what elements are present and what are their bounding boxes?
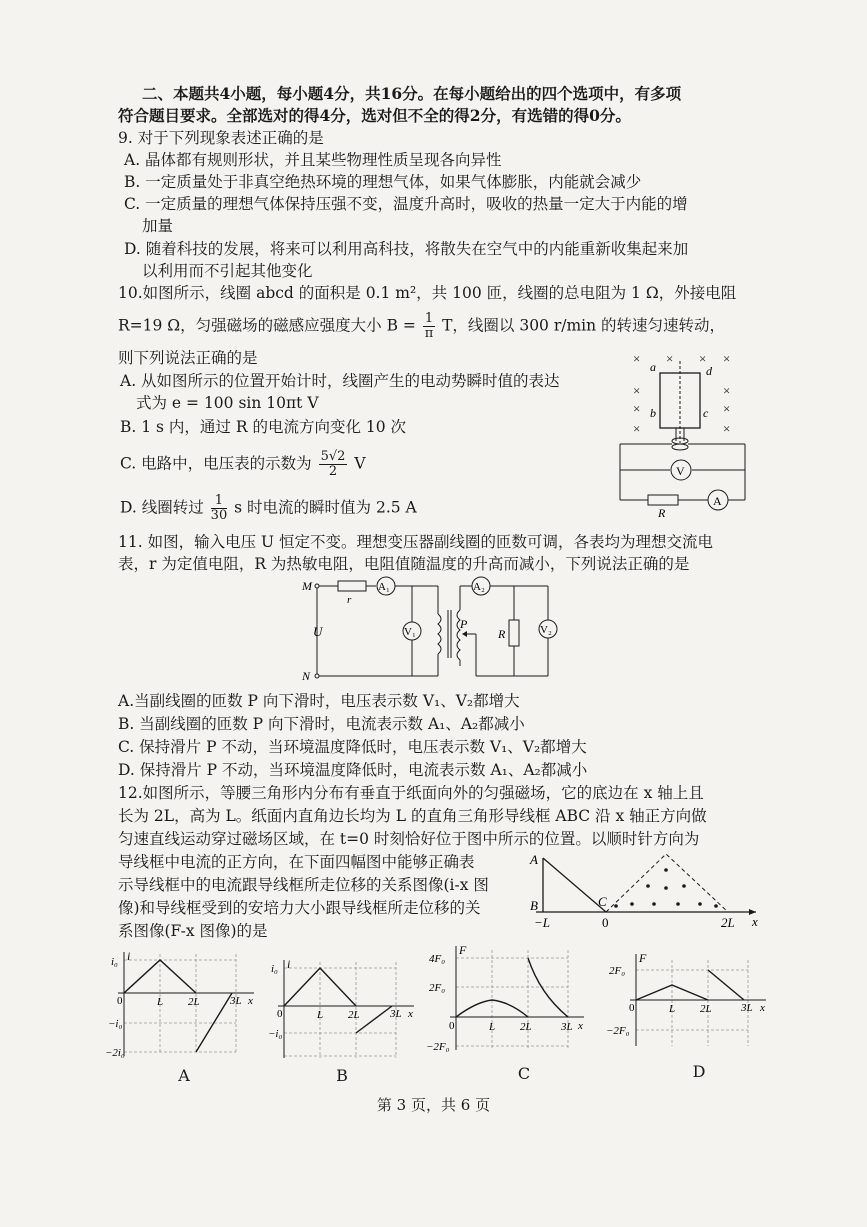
svg-text:0: 0 xyxy=(277,1008,283,1020)
vertex-b: B xyxy=(530,898,538,913)
svg-text:×: × xyxy=(666,351,674,366)
svg-text:3L: 3L xyxy=(561,1021,573,1033)
svg-text:3L: 3L xyxy=(390,1008,402,1020)
svg-text:0: 0 xyxy=(117,995,123,1007)
transformer-circuit-diagram xyxy=(300,576,570,684)
magnetic-field-triangle xyxy=(606,854,728,912)
svg-text:L: L xyxy=(489,1021,496,1033)
q10-option-a-line2: 式为 e = 100 sin 10πt V xyxy=(136,394,319,412)
svg-text:V₁: V₁ xyxy=(404,626,416,638)
q10-option-a-line1: A. 从如图所示的位置开始计时，线圈产生的电动势瞬时值的表达 xyxy=(120,372,560,390)
graph-label-c: C xyxy=(517,1064,531,1083)
svg-text:R: R xyxy=(498,627,506,641)
tick-zero: 0 xyxy=(602,915,609,930)
label-d: d xyxy=(706,364,712,378)
svg-text:x: x xyxy=(760,1002,765,1014)
q11-stem-line1: 11. 如图，输入电压 U 恒定不变。理想变压器副线圈的匝数可调，各表均为理想交流电 xyxy=(118,533,713,551)
q12-stem-line6: 像)和导线框受到的安培力大小跟导线框所走位移的关 xyxy=(118,899,481,917)
section-instructions-line2: 符合题目要求。全部选对的得4分，选对但不全的得2分，有选错的得0分。 xyxy=(118,106,631,125)
q9-option-a: A. 晶体都有规则形状，并且某些物理性质呈现各向异性 xyxy=(124,151,502,169)
tick-neg-l: −L xyxy=(534,915,551,930)
label-b: b xyxy=(650,406,656,420)
svg-text:2F₀: 2F₀ xyxy=(429,982,446,994)
svg-text:0: 0 xyxy=(449,1020,455,1032)
svg-text:−2i₀: −2i₀ xyxy=(105,1047,125,1059)
svg-text:L: L xyxy=(669,1003,676,1015)
resistor-r xyxy=(648,495,678,505)
graph-c xyxy=(428,942,588,1062)
graph-a xyxy=(105,948,260,1066)
q10-stem-line2: R=19 Ω，匀强磁场的磁感应强度大小 B = $\frac{1}{\pi}$ T，线圈以 300 r/min 的转速匀速转动， xyxy=(118,311,726,341)
svg-text:−i₀: −i₀ xyxy=(268,1028,283,1040)
label-a: a xyxy=(650,360,656,374)
svg-text:2L: 2L xyxy=(348,1009,360,1021)
vertex-a: A xyxy=(530,852,538,867)
q9-stem: 9. 对于下列现象表述正确的是 xyxy=(118,129,324,147)
svg-text:F: F xyxy=(639,951,647,965)
svg-text:−2F₀: −2F₀ xyxy=(426,1041,450,1053)
q10-stem-line1: 10.如图所示，线圈 abcd 的面积是 0.1 m²，共 100 匝，线圈的总电阻为 1 Ω，外接电阻 xyxy=(118,284,737,302)
fraction-time: $\frac{1}{30}$ xyxy=(210,493,228,523)
svg-text:x: x xyxy=(248,995,253,1007)
svg-text:×: × xyxy=(633,421,641,436)
svg-text:x: x xyxy=(752,914,758,929)
svg-text:R: R xyxy=(658,506,666,520)
q11-option-c: C. 保持滑片 P 不动，当环境温度降低时，电压表示数 V₁、V₂都增大 xyxy=(118,738,587,756)
fraction-b: $\frac{1}{\pi}$ xyxy=(424,311,434,341)
svg-text:−2F₀: −2F₀ xyxy=(606,1025,630,1037)
graph-d xyxy=(606,952,774,1052)
svg-text:−i₀: −i₀ xyxy=(108,1018,123,1030)
q10-option-d: D. 线圈转过 $\frac{1}{30}$ s 时电流的瞬时值为 2.5 A xyxy=(120,493,417,523)
field-x-mark: × xyxy=(633,351,641,366)
resistor-r-small xyxy=(338,581,366,591)
svg-text:i: i xyxy=(287,957,291,971)
graph-label-a: A xyxy=(178,1066,190,1085)
svg-text:4F₀: 4F₀ xyxy=(429,953,446,965)
q11-option-a: A.当副线圈的匝数 P 向下滑时，电压表示数 V₁、V₂都增大 xyxy=(118,692,520,710)
svg-text:V₂: V₂ xyxy=(540,624,552,636)
svg-text:x: x xyxy=(408,1008,413,1020)
svg-text:i: i xyxy=(127,949,131,963)
svg-text:×: × xyxy=(699,351,707,366)
primary-coil xyxy=(438,614,441,654)
q12-stem-line4: 导线框中电流的正方向，在下面四幅图中能够正确表 xyxy=(118,853,475,871)
q9-option-c-line2: 加量 xyxy=(142,217,174,235)
svg-text:2L: 2L xyxy=(520,1021,532,1033)
q12-stem-line2: 长为 2L，高为 L。纸面内直角边长均为 L 的直角三角形导线框 ABC 沿 x 轴正方向做 xyxy=(118,807,707,825)
graph-label-b: B xyxy=(336,1066,348,1085)
tick-2l: 2L xyxy=(721,915,735,930)
svg-text:A₁: A₁ xyxy=(378,581,390,593)
triangle-field-diagram xyxy=(528,848,768,930)
svg-text:×: × xyxy=(723,383,731,398)
svg-text:3L: 3L xyxy=(230,995,242,1007)
svg-text:r: r xyxy=(347,594,352,606)
svg-text:×: × xyxy=(633,383,641,398)
q11-option-b: B. 当副线圈的匝数 P 向下滑时，电流表示数 A₁、A₂都减小 xyxy=(118,715,525,733)
fraction-voltage: $\frac{5√2}{2}$ xyxy=(320,449,346,479)
svg-text:L: L xyxy=(317,1009,324,1021)
q12-stem-line3: 匀速直线运动穿过磁场区域，在 t=0 时刻恰好位于图中所示的位置。以顺时针方向为 xyxy=(118,830,700,848)
q10-stem-line3: 则下列说法正确的是 xyxy=(118,349,258,367)
svg-text:2L: 2L xyxy=(188,996,200,1008)
section-instructions-line1: 二、本题共4小题，每小题4分，共16分。在每小题给出的四个选项中，有多项 xyxy=(142,84,682,103)
svg-text:×: × xyxy=(723,421,731,436)
q10-option-c: C. 电路中，电压表的示数为 $\frac{5√2}{2}$ V xyxy=(120,449,366,479)
svg-text:A₂: A₂ xyxy=(473,581,485,593)
thermistor-r xyxy=(509,620,519,646)
svg-text:3L: 3L xyxy=(741,1002,753,1014)
terminal-n: N xyxy=(302,669,311,683)
q12-stem-line7: 系图像(F-x 图像)的是 xyxy=(118,922,268,940)
q9-option-d-line2: 以利用而不引起其他变化 xyxy=(142,262,313,280)
svg-text:×: × xyxy=(633,401,641,416)
svg-text:A: A xyxy=(713,494,722,508)
svg-text:i₀: i₀ xyxy=(111,956,118,968)
q10-option-b: B. 1 s 内，通过 R 的电流方向变化 10 次 xyxy=(120,418,407,436)
q9-option-c-line1: C. 一定质量的理想气体保持压强不变，温度升高时，吸收的热量一定大于内能的增 xyxy=(124,195,688,213)
svg-text:0: 0 xyxy=(629,1002,635,1014)
frame-hypotenuse xyxy=(543,858,606,912)
svg-text:F: F xyxy=(459,943,467,957)
q12-stem-line5: 示导线框中的电流跟导线框所走位移的关系图像(i-x 图 xyxy=(118,876,489,894)
label-c: c xyxy=(703,406,709,420)
svg-text:2F₀: 2F₀ xyxy=(609,965,626,977)
graph-label-d: D xyxy=(692,1062,706,1081)
svg-text:P: P xyxy=(460,617,468,631)
svg-text:L: L xyxy=(157,996,164,1008)
q11-option-d: D. 保持滑片 P 不动，当环境温度降低时，电流表示数 A₁、A₂都减小 xyxy=(118,761,588,779)
terminal-m: M xyxy=(302,579,312,593)
q9-option-b: B. 一定质量处于非真空绝热环境的理想气体，如果气体膨胀，内能就会减少 xyxy=(124,173,642,191)
q9-option-d-line1: D. 随着科技的发展，将来可以利用高科技，将散失在空气中的内能重新收集起来加 xyxy=(124,240,689,258)
label-u: U xyxy=(313,624,323,639)
page-footer: 第 3 页，共 6 页 xyxy=(376,1096,491,1114)
svg-text:x: x xyxy=(578,1020,583,1032)
svg-text:i₀: i₀ xyxy=(271,963,278,975)
coil-circuit-diagram xyxy=(610,345,755,520)
vertex-c: C xyxy=(598,894,607,909)
graph-b xyxy=(268,958,420,1063)
svg-text:×: × xyxy=(723,351,731,366)
q11-stem-line2: 表，r 为定值电阻，R 为热敏电阻，电阻值随温度的升高而减小，下列说法正确的是 xyxy=(118,555,690,573)
svg-text:V: V xyxy=(676,464,685,478)
svg-text:2L: 2L xyxy=(700,1003,712,1015)
q12-stem-line1: 12.如图所示，等腰三角形内分布有垂直于纸面向外的匀强磁场，它的底边在 x 轴上且 xyxy=(118,784,704,802)
svg-text:×: × xyxy=(723,401,731,416)
